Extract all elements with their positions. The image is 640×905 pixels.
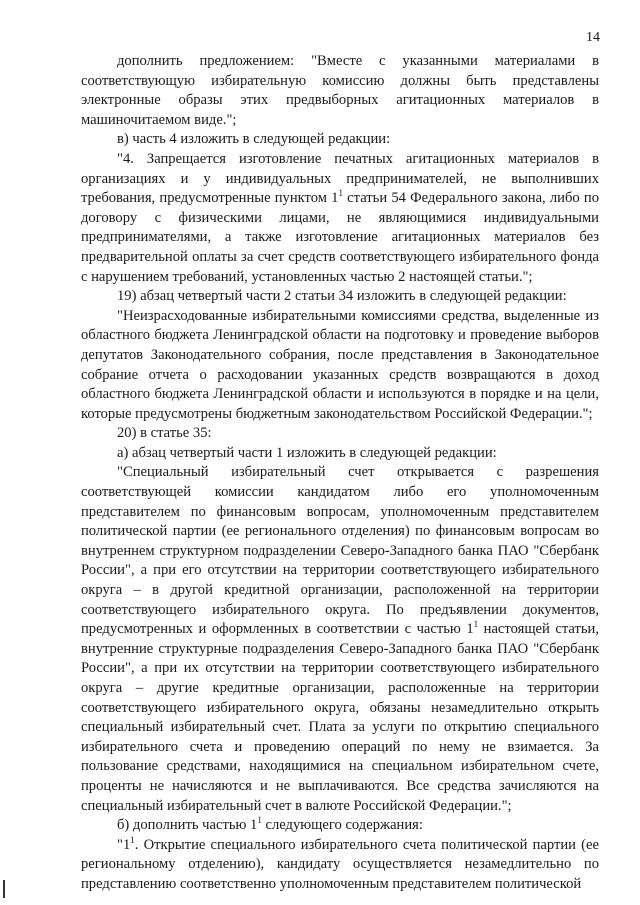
superscript: 1 [338,188,343,199]
paragraph-text: "1 [117,836,131,853]
paragraph: дополнить предложением: "Вместе с указанными материалами в соответствующую избирательную комиссию должны быть представлены электронные образы этих предвыборных агитационных материалов в машиночитаемом виде."; [81,53,599,128]
paragraph-text: статьи 54 Федерального закона, либо по договору с физическими лицами, не являющимися индивидуальными предпринимателями, а также изготовление агитационных материалов без предварительной оплаты за счет средств соответствующего избирательного фонда с нарушением требований, установленных частью 2 настоящей статьи."; [81,190,599,285]
document-body [81,52,599,895]
paragraph [81,463,599,816]
paragraph-text: . Открытие специального избирательного счета политической партии (ее региональному отделению), кандидату осуществляется незамедлительно по представлению соответственно уполномоченным представителем политической [81,836,599,892]
paragraph: в) часть 4 изложить в следующей редакции: [117,131,391,148]
paragraph-text: "4. Запрещается изготовление печатных агитационных материалов в организациях и у индивидуальных предпринимателей, не выполнивших требования, предусмотренные пунктом 1 [81,150,599,207]
paragraph-text: б) дополнить частью 1 [117,817,258,834]
paragraph-text: "Специальный избирательный счет открывается с разрешения соответствующей комиссии кандидатом либо его уполномоченным представителем по финансовым вопросам, уполномоченным представителем политической партии (ее регионального отделения) по финансовым вопросам во внутреннем структурном подразделении Северо-Западного банка ПАО "Сбербанк России", а при его отсутствии на территории соответствующего избирательного округа – в другой кредитной организации, расположенной на территории соответствующего избирательного округа. По предъявлении документов, предусмотренных и оформленных в соответствии с частью 1 [81,464,599,638]
page-number: 14 [586,30,600,45]
paragraph: 19) абзац четвертый части 2 статьи 34 изложить в следующей редакции: [117,288,567,305]
scan-margin-mark [3,880,5,898]
paragraph [81,150,599,287]
paragraph [81,836,599,895]
superscript: 1 [473,619,479,630]
paragraph: 20) в статье 35: [117,425,212,442]
superscript: 1 [130,834,135,845]
paragraph-text: следующего содержания: [261,817,423,834]
paragraph [81,816,599,836]
paragraph: "Неизрасходованные избирательными комиссиями средства, выделенные из областного бюджета Ленинградской области на подготовку и проведение выборов депутатов Законодательного собрания, после представления в Законодательное собрание отчета о расходовании указанных средств возвращаются в доход областного бюджета Ленинградской области и используются в порядке и на цели, которые предусмотрены бюджетным законодательством Российской Федерации."; [81,307,599,422]
superscript: 1 [257,815,262,826]
paragraph: а) абзац четвертый части 1 изложить в следующей редакции: [117,444,497,461]
paragraph-text: настоящей статьи, внутренние структурные подразделения Северо-Западного банка ПАО "Сбербанк России", а при их отсутствии на территории соответствующего избирательного округа – другие кредитные организации, расположенные на территории соответствующего избирательного округа, обязаны незамедлительно открыть специальный избирательный счет. Плата за услуги по открытию специального избирательного счета и проведению операций по нему не взимается. За пользование средствами, находящимися на специальном избирательном счете, проценты не начисляются и не выплачиваются. Все средства зачисляются на специальный избирательный счет в валюте Российской Федерации."; [81,621,599,814]
